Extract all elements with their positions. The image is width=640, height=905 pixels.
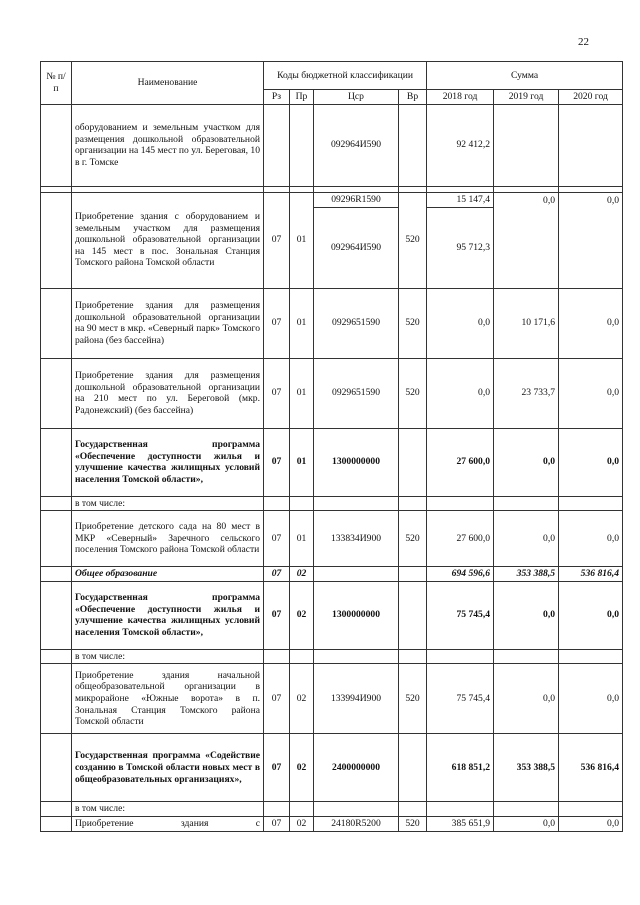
table-row: Государственная программа «Обеспечение доступности жилья и улучшение качества жилищных условий населения Томской области», 07 01 1300000000 27 600,0 0,0 0,0 (41, 428, 623, 496)
row-name: в том числе: (72, 649, 264, 664)
row-name: Государственная программа «Обеспечение доступности жилья и улучшение качества жилищных условий населения Томской области», (72, 428, 264, 496)
row-csr: 092964И590 (314, 104, 399, 186)
row-name: в том числе: (72, 496, 264, 511)
row-name: Приобретение здания начальной общеобразовательной организации в микрорайоне «Южные ворота» в п. Зональная Станция Томского района Томской области (72, 664, 264, 734)
row-2018-split: 15 147,4 95 712,3 (427, 192, 494, 288)
table-row: Приобретение здания с 07 02 24180R5200 520 385 651,9 0,0 0,0 (41, 816, 623, 831)
row-name: Приобретение здания для размещения дошкольной образовательной организации на 210 мест по ул. Береговой (мкр. Радонежский) (без бассейна) (72, 358, 264, 428)
row-2018: 92 412,2 (427, 104, 494, 186)
header-rz: Рз (264, 90, 290, 105)
table-row (41, 802, 623, 817)
header-csr: Цср (314, 90, 399, 105)
table-row (41, 649, 623, 664)
table-row: Государственная программа «Обеспечение доступности жилья и улучшение качества жилищных условий населения Томской области», 07 02 1300000000 75 745,4 0,0 0,0 (41, 581, 623, 649)
page-number: 22 (578, 36, 589, 48)
table-row (41, 104, 623, 186)
row-name: оборудованием и земельным участком для размещения дошкольной образовательной организации на 145 мест по ул. Береговая, 10 в г. Томске (72, 104, 264, 186)
header-sum: Сумма (427, 62, 623, 90)
header-pr: Пр (290, 90, 314, 105)
row-name: в том числе: (72, 802, 264, 817)
budget-table (40, 61, 623, 832)
table-row: Приобретение здания для размещения дошкольной образовательной организации на 90 мест в мкр. «Северный парк» Томского района (без бассейна) 07 01 0929651590 520 0,0 10 171,6 0,0 (41, 288, 623, 358)
table-row: Общее образование 07 02 694 596,6 353 388,5 536 816,4 (41, 567, 623, 582)
row-csr-split: 09296R1590 092964И590 (314, 192, 399, 288)
table-row: Государственная программа «Содействие созданию в Томской области новых мест в общеобразовательных организациях», 07 02 2400000000 618 851,2 353 388,5 536 816,4 (41, 734, 623, 802)
row-name: Приобретение здания для размещения дошкольной образовательной организации на 90 мест в мкр. «Северный парк» Томского района (без бассейна) (72, 288, 264, 358)
table-row: Приобретение детского сада на 80 мест в МКР «Северный» Заречного сельского поселения Томского района Томской области 07 01 133834И900 520 27 600,0 0,0 0,0 (41, 511, 623, 567)
table-row: Приобретение здания с оборудованием и земельным участком для размещения дошкольной образовательной организации на 145 мест в пос. Зональная Станция Томского района Томской области 07 01 09296R1590 092964И590 520 15 147,4 95 712,3 0,0 0,0 (41, 192, 623, 288)
header-2018: 2018 год (427, 90, 494, 105)
header-vr: Вр (399, 90, 427, 105)
table-row (41, 496, 623, 511)
row-name: Приобретение здания с (72, 816, 264, 831)
header-codes: Коды бюджетной классификации (264, 62, 427, 90)
row-name: Приобретение детского сада на 80 мест в МКР «Северный» Заречного сельского поселения Томского района Томской области (72, 511, 264, 567)
row-name: Общее образование (72, 567, 264, 582)
header-2019: 2019 год (494, 90, 559, 105)
header-num: № п/п (41, 62, 72, 105)
table-row: Приобретение здания начальной общеобразовательной организации в микрорайоне «Южные ворота» в п. Зональная Станция Томского района Томской области 07 02 133994И900 520 75 745,4 0,0 0,0 (41, 664, 623, 734)
table-row: Приобретение здания для размещения дошкольной образовательной организации на 210 мест по ул. Береговой (мкр. Радонежский) (без бассейна) 07 01 0929651590 520 0,0 23 733,7 0,0 (41, 358, 623, 428)
row-name: Государственная программа «Обеспечение доступности жилья и улучшение качества жилищных условий населения Томской области», (72, 581, 264, 649)
row-name: Государственная программа «Содействие созданию в Томской области новых мест в общеобразовательных организациях», (72, 734, 264, 802)
header-name: Наименование (72, 62, 264, 105)
header-2020: 2020 год (559, 90, 623, 105)
row-name: Приобретение здания с оборудованием и земельным участком для размещения дошкольной образовательной организации на 145 мест в пос. Зональная Станция Томского района Томской области (72, 192, 264, 288)
